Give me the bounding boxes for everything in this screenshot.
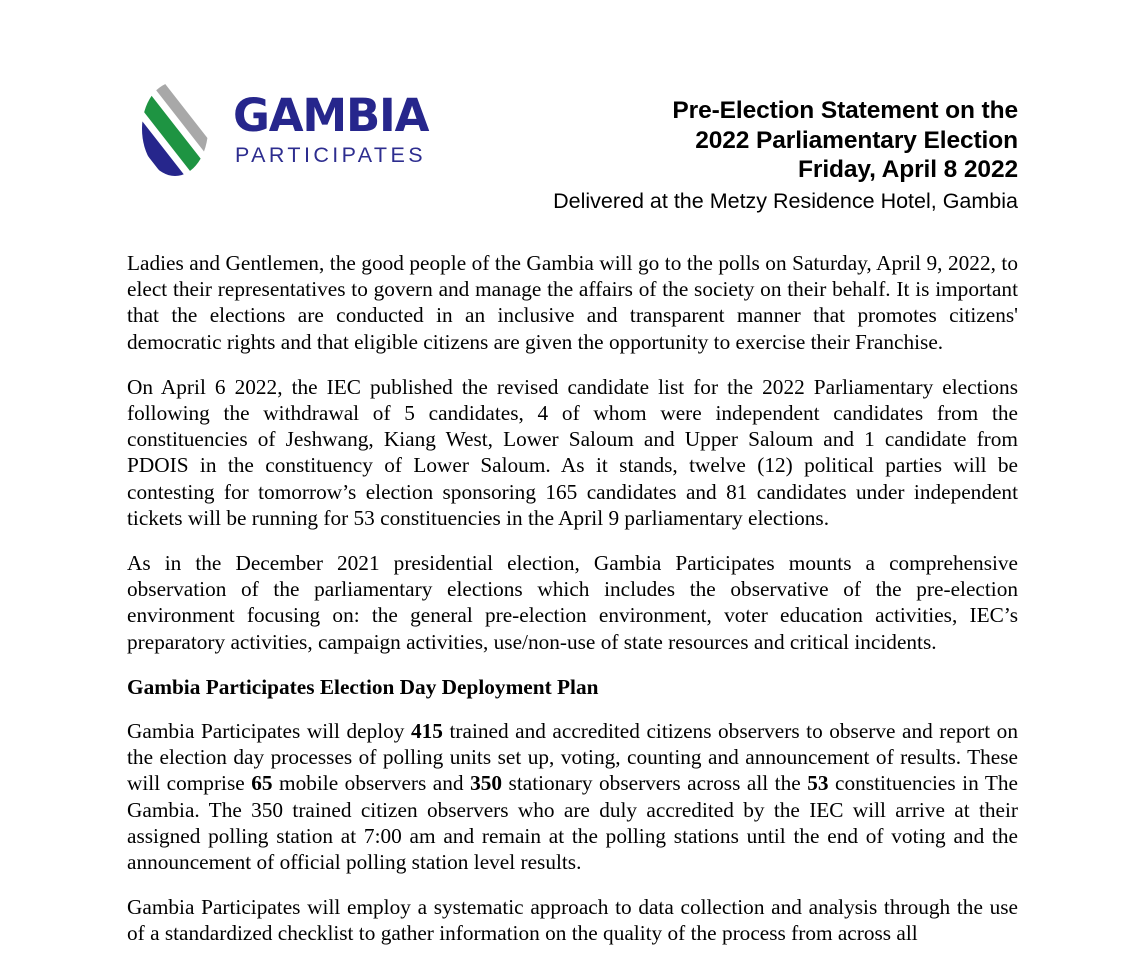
- paragraph-deployment-details: [127, 718, 1018, 875]
- document-subtitle: Delivered at the Metzy Residence Hotel, Gambia: [553, 188, 1018, 213]
- paragraph-candidate-list: On April 6 2022, the IEC published the revised candidate list for the 2022 Parliamentary elections following the withdrawal of 5 candidates, 4 of whom were independent candidates from the constituencies of Jeshwang, Kiang West, Lower Saloum and Upper Saloum and 1 candidate from PDOIS in the constituency of Lower Saloum. As it stands, twelve (12) political parties will be contesting for tomorrow’s election sponsoring 165 candidates and 81 candidates under independent tickets will be running for 53 constituencies in the April 9 parliamentary elections.: [127, 374, 1018, 530]
- document-body: [127, 250, 1018, 947]
- document-title-line-2: 2022 Parliamentary Election: [695, 126, 1018, 154]
- section-heading-deployment-plan: Gambia Participates Election Day Deployment Plan: [127, 674, 599, 699]
- deployment-text-2: trained and accredited citizens observers to observe and report on the election day processes of polling units set up, voting, counting and announcement of results. These will comprise: [127, 719, 1018, 796]
- document-title-block: [553, 62, 1018, 216]
- deployment-text-4: stationary observers across all the: [502, 771, 808, 796]
- stat-total-observers: 415: [411, 719, 443, 744]
- document-title-line-1: Pre-Election Statement on the: [672, 97, 1018, 124]
- paragraph-intro: Ladies and Gentlemen, the good people of the Gambia will go to the polls on Saturday, April 9, 2022, to elect their representatives to govern and manage the affairs of the society on their behalf. It is important that the elections are conducted in an inclusive and transparent manner that promotes citizens' democratic rights and that eligible citizens are given the opportunity to exercise their Franchise.: [127, 251, 1018, 354]
- wordmark: [233, 91, 428, 167]
- deployment-text-1: Gambia Participates will deploy: [127, 719, 411, 744]
- stat-constituencies: 53: [807, 771, 829, 796]
- paragraph-observation-scope: As in the December 2021 presidential election, Gambia Participates mounts a comprehensive observation of the parliamentary elections which includes the observative of the pre-election environment focusing on: the general pre-election environment, voter education activities, IEC’s preparatory activities, campaign activities, use/non-use of state resources and critical incidents.: [127, 551, 1018, 654]
- stat-stationary-observers: 350: [470, 771, 503, 796]
- gambia-participates-globe-icon: [127, 80, 223, 178]
- wordmark-primary: GAMBIA: [233, 89, 429, 143]
- deployment-text-5: constituencies in The Gambia. The 350 trained citizen observers who are duly accredited by the IEC will arrive at their assigned polling station at 7:00 am and remain at the polling stations until the end of voting and the announcement of official polling station level results.: [127, 771, 1018, 875]
- deployment-text-3: mobile observers and: [272, 771, 471, 796]
- document-title-line-3: Friday, April 8 2022: [798, 156, 1018, 183]
- document-header: [127, 62, 1018, 216]
- wordmark-secondary: PARTICIPATES: [235, 143, 426, 168]
- paragraph-methodology: Gambia Participates will employ a systematic approach to data collection and analysis through the use of a standardized checklist to gather information on the quality of the process from across all: [127, 895, 1018, 946]
- organization-logo: [127, 62, 428, 178]
- stat-mobile-observers: 65: [251, 771, 273, 796]
